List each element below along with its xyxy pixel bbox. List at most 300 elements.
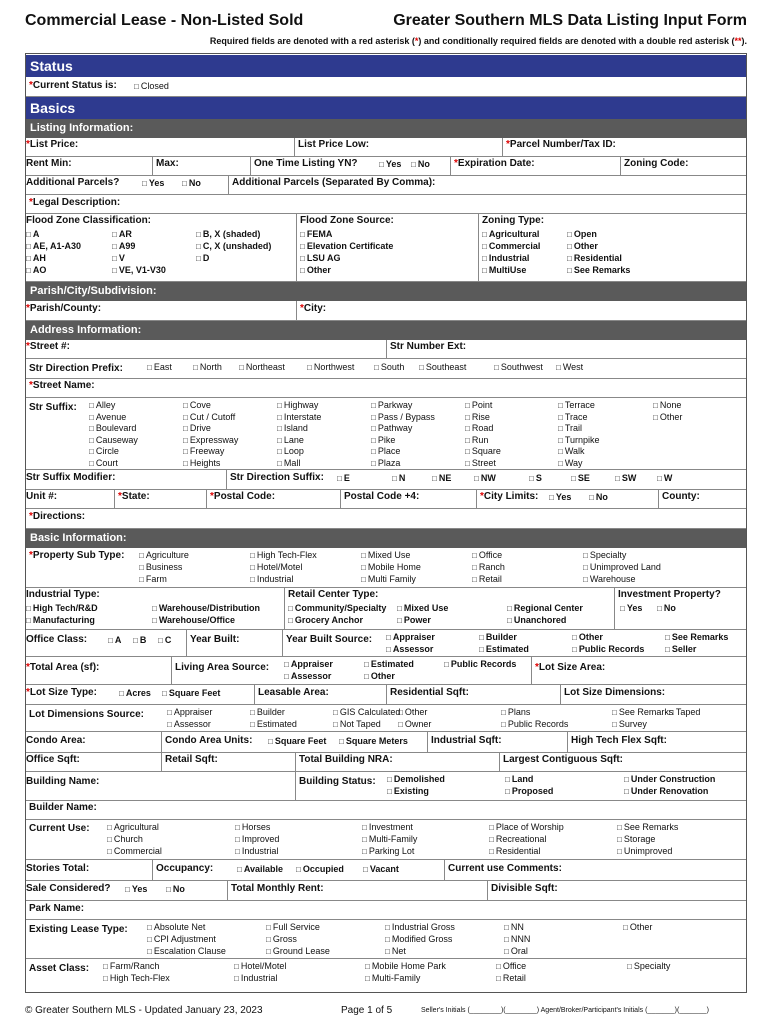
form-field[interactable]	[228, 176, 746, 194]
field-label: *Postal Code:	[210, 491, 276, 502]
row-office-class	[26, 630, 746, 657]
form-field[interactable]	[26, 860, 152, 880]
form-field[interactable]	[658, 490, 746, 508]
option-checkbox[interactable]: □ Estimated	[479, 644, 529, 654]
row-directions	[26, 509, 746, 529]
option-checkbox[interactable]: □ Specialty	[627, 961, 670, 971]
option-checkbox[interactable]: □ Builder	[250, 707, 285, 717]
option-checkbox[interactable]: □ High Tech-Flex	[103, 973, 170, 983]
option-checkbox[interactable]: □ Unimproved	[617, 846, 672, 856]
form-field[interactable]	[386, 340, 746, 358]
option-checkbox[interactable]: □ Power	[397, 615, 431, 625]
field-label: Str Suffix:	[29, 402, 77, 413]
option-checkbox[interactable]: □ Street	[465, 458, 496, 468]
field-label: Lot Dimensions Source:	[29, 709, 145, 720]
option-checkbox[interactable]: □ Northwest	[307, 362, 354, 372]
option-checkbox[interactable]: □ Assessor	[167, 719, 211, 729]
option-checkbox[interactable]: □ Mixed Use	[397, 603, 448, 613]
field-label: *List Price:	[26, 139, 79, 150]
option-checkbox[interactable]: □ AH	[26, 253, 46, 263]
option-checkbox[interactable]: □ See Remarks	[617, 822, 678, 832]
option-checkbox[interactable]: □ Appraiser	[167, 707, 212, 717]
form-field[interactable]	[250, 157, 450, 175]
option-checkbox[interactable]: □ Proposed	[505, 786, 553, 796]
option-checkbox[interactable]: □ GIS Calculated	[333, 707, 400, 717]
field-label: Flood Zone Classification:	[26, 215, 152, 226]
form-field[interactable]	[26, 588, 284, 629]
option-checkbox[interactable]: □ NE	[432, 473, 451, 483]
form-field[interactable]	[620, 157, 746, 175]
option-checkbox[interactable]: □ No	[589, 492, 608, 502]
option-checkbox[interactable]: □ Way	[558, 458, 583, 468]
option-checkbox[interactable]: □ Unimproved Land	[583, 562, 661, 572]
option-checkbox[interactable]: □ North	[193, 362, 222, 372]
option-checkbox[interactable]: □ FEMA	[300, 229, 332, 239]
option-checkbox[interactable]: □ NNN	[504, 934, 530, 944]
option-checkbox[interactable]: □ Parkway	[371, 400, 412, 410]
option-checkbox[interactable]: □ Horses	[235, 822, 270, 832]
option-checkbox[interactable]: □ Open	[567, 229, 597, 239]
option-checkbox[interactable]: □ Hotel/Motel	[250, 562, 302, 572]
option-checkbox[interactable]: □ Square Meters	[339, 736, 408, 746]
option-checkbox[interactable]: □ Island	[277, 423, 308, 433]
option-checkbox[interactable]: □ Industrial Gross	[385, 922, 455, 932]
option-checkbox[interactable]: □ SW	[615, 473, 636, 483]
form-field[interactable]	[567, 732, 746, 752]
option-checkbox[interactable]: □ Square	[465, 446, 501, 456]
option-checkbox[interactable]: □ Warehouse/Distribution	[152, 603, 260, 613]
form-field[interactable]	[161, 732, 427, 752]
row-asset-class	[26, 959, 746, 993]
option-checkbox[interactable]: □ Heights	[183, 458, 220, 468]
option-checkbox[interactable]: □ Owner	[398, 719, 431, 729]
field-label: *Legal Description:	[29, 197, 121, 208]
form-field[interactable]	[476, 490, 658, 508]
option-checkbox[interactable]: □ Unanchored	[507, 615, 566, 625]
listing-info-bar: Listing Information:	[26, 119, 746, 138]
option-checkbox[interactable]: □ Place of Worship	[489, 822, 564, 832]
field-label: Retail Sqft:	[165, 754, 218, 765]
option-checkbox[interactable]: □ Point	[465, 400, 492, 410]
option-checkbox[interactable]: □ Yes	[379, 159, 401, 169]
option-checkbox[interactable]: □ Loop	[277, 446, 304, 456]
option-checkbox[interactable]: □ Commercial	[107, 846, 162, 856]
field-label: Str Suffix Modifier:	[26, 472, 116, 483]
option-checkbox[interactable]: □ Cove	[183, 400, 211, 410]
option-checkbox[interactable]: □ Closed	[134, 81, 169, 91]
option-checkbox[interactable]: □ Plans	[501, 707, 530, 717]
option-checkbox[interactable]: □ Retail	[496, 973, 526, 983]
option-checkbox[interactable]: □ W	[657, 473, 672, 483]
form-field[interactable]	[26, 301, 296, 320]
option-checkbox[interactable]: □ See Remarks	[665, 632, 728, 642]
option-checkbox[interactable]: □ Northeast	[239, 362, 285, 372]
option-checkbox[interactable]: □ Highway	[277, 400, 318, 410]
row-rent	[26, 157, 746, 176]
option-checkbox[interactable]: □ C	[158, 635, 171, 645]
field-label: Residential Sqft:	[390, 687, 469, 698]
field-label: Zoning Code:	[624, 158, 689, 169]
option-checkbox[interactable]: □ Agricultural	[107, 822, 159, 832]
form-field[interactable]	[152, 860, 444, 880]
field-label: *Lot Size Type:	[26, 687, 97, 698]
form-field[interactable]	[26, 685, 254, 704]
form-field[interactable]	[227, 881, 487, 900]
option-checkbox[interactable]: □ Storage	[617, 834, 655, 844]
option-checkbox[interactable]: □ Multi Family	[361, 574, 416, 584]
form-field[interactable]	[427, 732, 567, 752]
option-checkbox[interactable]: □ AR	[112, 229, 132, 239]
field-label: Largest Contiguous Sqft:	[503, 754, 623, 765]
field-label: Total Monthly Rent:	[231, 883, 324, 894]
option-checkbox[interactable]: □ Ranch	[472, 562, 505, 572]
form-field[interactable]	[296, 301, 746, 320]
option-checkbox[interactable]: □ E	[337, 473, 350, 483]
option-checkbox[interactable]: □ S	[529, 473, 542, 483]
option-checkbox[interactable]: □ Elevation Certificate	[300, 241, 393, 251]
option-checkbox[interactable]: □ Regional Center	[507, 603, 583, 613]
row-parish	[26, 301, 746, 321]
field-label: Additional Parcels?	[26, 177, 120, 188]
option-checkbox[interactable]: □ LSU AG	[300, 253, 341, 263]
form-field[interactable]	[26, 772, 295, 800]
field-label: *Expiration Date:	[454, 158, 535, 169]
field-label: High Tech Flex Sqft:	[571, 735, 667, 746]
option-checkbox[interactable]: □ Place	[371, 446, 400, 456]
option-checkbox[interactable]: □ East	[147, 362, 172, 372]
option-checkbox[interactable]: □ Assessor	[386, 644, 433, 654]
option-checkbox[interactable]: □ Road	[465, 423, 493, 433]
option-checkbox[interactable]: □ Public Records	[501, 719, 568, 729]
row-park	[26, 901, 746, 920]
form-field[interactable]	[560, 685, 746, 704]
option-checkbox[interactable]: □ Warehouse	[583, 574, 636, 584]
form-field[interactable]	[152, 157, 250, 175]
form-field[interactable]	[295, 753, 499, 771]
form-field[interactable]	[26, 157, 152, 175]
form-field[interactable]	[531, 657, 746, 684]
form-field[interactable]	[26, 881, 227, 900]
form-field[interactable]	[487, 881, 746, 900]
option-checkbox[interactable]: □ Survey	[612, 719, 647, 729]
option-checkbox[interactable]: □ Other	[653, 412, 682, 422]
option-checkbox[interactable]: □ See Remarks	[567, 265, 630, 275]
option-checkbox[interactable]: □ Trace	[558, 412, 588, 422]
option-checkbox[interactable]: □ Other	[572, 632, 603, 642]
form-field[interactable]	[502, 138, 746, 156]
option-checkbox[interactable]: □ AO	[26, 265, 46, 275]
option-checkbox[interactable]: □ Demolished	[387, 774, 445, 784]
option-checkbox[interactable]: □ Walk	[558, 446, 585, 456]
option-checkbox[interactable]: □ Improved	[235, 834, 279, 844]
option-checkbox[interactable]: □ Public Records	[444, 659, 516, 669]
option-checkbox[interactable]: □ Under Construction	[624, 774, 715, 784]
row-subtype	[26, 548, 746, 588]
option-checkbox[interactable]: □ Vacant	[363, 864, 399, 874]
form-field[interactable]	[386, 685, 560, 704]
form-field[interactable]	[254, 685, 386, 704]
option-checkbox[interactable]: □ High Tech-Flex	[250, 550, 317, 560]
option-checkbox[interactable]: □ Retail	[472, 574, 502, 584]
mls-title: Greater Southern MLS Data Listing Input Form	[393, 12, 747, 29]
form-field[interactable]	[226, 470, 746, 489]
option-checkbox[interactable]: □ Pathway	[371, 423, 412, 433]
option-checkbox[interactable]: □ Absolute Net	[147, 922, 205, 932]
option-checkbox[interactable]: □ Parking Lot	[362, 846, 414, 856]
option-checkbox[interactable]: □ Multi-Family	[365, 973, 420, 983]
option-checkbox[interactable]: □ Causeway	[89, 435, 138, 445]
option-checkbox[interactable]: □ SE	[571, 473, 590, 483]
field-label: Leasable Area:	[258, 687, 329, 698]
option-checkbox[interactable]: □ Court	[89, 458, 118, 468]
form-field[interactable]	[26, 630, 186, 656]
option-checkbox[interactable]: □ Lane	[277, 435, 304, 445]
option-checkbox[interactable]: □ A99	[112, 241, 135, 251]
option-checkbox[interactable]: □ VE, V1-V30	[112, 265, 166, 275]
option-checkbox[interactable]: □ Rise	[465, 412, 490, 422]
form-field[interactable]	[296, 214, 478, 281]
form-field[interactable]	[614, 588, 746, 629]
form-field[interactable]	[450, 157, 620, 175]
option-checkbox[interactable]: □ Expressway	[183, 435, 238, 445]
option-checkbox[interactable]: □ Trail	[558, 423, 582, 433]
option-checkbox[interactable]: □ Pass / Bypass	[371, 412, 435, 422]
option-checkbox[interactable]: □ Run	[465, 435, 488, 445]
form-field[interactable]	[478, 214, 746, 281]
option-checkbox[interactable]: □ Oral	[504, 946, 528, 956]
option-checkbox[interactable]: □ Investment	[362, 822, 413, 832]
option-checkbox[interactable]: □ Taped	[669, 707, 700, 717]
option-checkbox[interactable]: □ B	[133, 635, 146, 645]
option-checkbox[interactable]: □ No	[411, 159, 430, 169]
option-checkbox[interactable]: □ Land	[505, 774, 533, 784]
option-checkbox[interactable]: □ Industrial	[250, 574, 293, 584]
option-checkbox[interactable]: □ Community/Specialty	[288, 603, 386, 613]
option-checkbox[interactable]: □ C, X (unshaded)	[196, 241, 271, 251]
option-checkbox[interactable]: □ Other	[398, 707, 427, 717]
field-label: Str Direction Prefix:	[29, 363, 123, 374]
row-legal	[26, 195, 746, 214]
form-field[interactable]	[26, 214, 296, 281]
form-field[interactable]	[26, 470, 226, 489]
form-field[interactable]	[26, 340, 386, 358]
field-label: *State:	[118, 491, 150, 502]
option-checkbox[interactable]: □ No	[182, 178, 201, 188]
option-checkbox[interactable]: □ Yes	[142, 178, 164, 188]
field-label: Year Built:	[190, 634, 240, 645]
option-checkbox[interactable]: □ Manufacturing	[26, 615, 95, 625]
option-checkbox[interactable]: □ Cut / Cutoff	[183, 412, 235, 422]
option-checkbox[interactable]: □ Industrial	[235, 846, 278, 856]
option-checkbox[interactable]: □ Existing	[387, 786, 429, 796]
option-checkbox[interactable]: □ West	[556, 362, 583, 372]
option-checkbox[interactable]: □ Under Renovation	[624, 786, 708, 796]
option-checkbox[interactable]: □ Assessor	[284, 671, 331, 681]
option-checkbox[interactable]: □ Net	[385, 946, 406, 956]
form-field[interactable]	[282, 630, 746, 656]
option-checkbox[interactable]: □ N	[392, 473, 405, 483]
option-checkbox[interactable]: □ Other	[623, 922, 652, 932]
option-checkbox[interactable]: □ Office	[496, 961, 526, 971]
option-checkbox[interactable]: □ Builder	[479, 632, 517, 642]
option-checkbox[interactable]: □ Gross	[266, 934, 297, 944]
option-checkbox[interactable]: □ Estimated	[250, 719, 297, 729]
option-checkbox[interactable]: □ Boulevard	[89, 423, 136, 433]
field-label: Retail Center Type:	[288, 589, 379, 600]
option-checkbox[interactable]: □ Freeway	[183, 446, 224, 456]
field-label: Divisible Sqft:	[491, 883, 558, 894]
form-field[interactable]	[26, 657, 171, 684]
option-checkbox[interactable]: □ Not Taped	[333, 719, 381, 729]
option-checkbox[interactable]: □ Commercial	[482, 241, 540, 251]
option-checkbox[interactable]: □ Available	[237, 864, 283, 874]
option-checkbox[interactable]: □ Warehouse/Office	[152, 615, 235, 625]
row-flood	[26, 214, 746, 282]
option-checkbox[interactable]: □ Southwest	[494, 362, 543, 372]
field-label: *City Limits:	[480, 491, 539, 502]
option-checkbox[interactable]: □ Farm	[139, 574, 167, 584]
option-checkbox[interactable]: □ Avenue	[89, 412, 126, 422]
option-checkbox[interactable]: □ AE, A1-A30	[26, 241, 81, 251]
row-builder	[26, 801, 746, 820]
option-checkbox[interactable]: □ Industrial	[482, 253, 529, 263]
form-field[interactable]	[340, 490, 476, 508]
form-field[interactable]	[26, 138, 294, 156]
option-checkbox[interactable]: □ Square Feet	[268, 736, 326, 746]
option-checkbox[interactable]: □ CPI Adjustment	[147, 934, 216, 944]
option-checkbox[interactable]: □ Grocery Anchor	[288, 615, 363, 625]
row-lot-type	[26, 685, 746, 705]
option-checkbox[interactable]: □ Mobile Home	[361, 562, 421, 572]
option-checkbox[interactable]: □ None	[653, 400, 681, 410]
option-checkbox[interactable]: □ Yes	[549, 492, 571, 502]
option-checkbox[interactable]: □ Escalation Clause	[147, 946, 226, 956]
option-checkbox[interactable]: □ MultiUse	[482, 265, 526, 275]
row-office-sqft	[26, 753, 746, 772]
field-label: Living Area Source:	[175, 662, 270, 673]
option-checkbox[interactable]: □ Drive	[183, 423, 211, 433]
option-checkbox[interactable]: □ Agricultural	[482, 229, 539, 239]
option-checkbox[interactable]: □ Residential	[567, 253, 622, 263]
address-bar: Address Information:	[26, 321, 746, 340]
field-label: One Time Listing YN?	[254, 158, 358, 169]
option-checkbox[interactable]: □ Other	[300, 265, 331, 275]
field-label: *Directions:	[29, 511, 86, 522]
field-label: Current Use:	[29, 823, 90, 834]
option-checkbox[interactable]: □ A	[108, 635, 121, 645]
row-dir-prefix	[26, 359, 746, 379]
option-checkbox[interactable]: □ High Tech/R&D	[26, 603, 98, 613]
required-note: Required fields are denoted with a red asterisk (*) and conditionally required fields are denoted with a double red asterisk (**).	[209, 36, 747, 46]
form-field[interactable]	[26, 732, 161, 752]
option-checkbox[interactable]: □ Square Feet	[162, 688, 220, 698]
form-field[interactable]	[294, 138, 502, 156]
option-checkbox[interactable]: □ Farm/Ranch	[103, 961, 159, 971]
option-checkbox[interactable]: □ Acres	[119, 688, 151, 698]
option-checkbox[interactable]: □ Public Records	[572, 644, 644, 654]
option-checkbox[interactable]: □ Estimated	[364, 659, 414, 669]
option-checkbox[interactable]: □ No	[166, 884, 185, 894]
option-checkbox[interactable]: □ No	[657, 603, 676, 613]
option-checkbox[interactable]: □ Seller	[665, 644, 696, 654]
option-checkbox[interactable]: □ Appraiser	[284, 659, 333, 669]
option-checkbox[interactable]: □ B, X (shaded)	[196, 229, 260, 239]
form-field[interactable]	[499, 753, 746, 771]
option-checkbox[interactable]: □ Mobile Home Park	[365, 961, 446, 971]
option-checkbox[interactable]: □ Turnpike	[558, 435, 600, 445]
option-checkbox[interactable]: □ Residential	[489, 846, 540, 856]
form-field[interactable]	[171, 657, 531, 684]
form-field[interactable]	[114, 490, 206, 508]
option-checkbox[interactable]: □ Pike	[371, 435, 395, 445]
option-checkbox[interactable]: □ Yes	[620, 603, 642, 613]
option-checkbox[interactable]: □ Plaza	[371, 458, 400, 468]
option-checkbox[interactable]: □ Alley	[89, 400, 115, 410]
option-checkbox[interactable]: □ Other	[364, 671, 395, 681]
option-checkbox[interactable]: □ Agriculture	[139, 550, 189, 560]
option-checkbox[interactable]: □ Full Service	[266, 922, 320, 932]
option-checkbox[interactable]: □ NN	[504, 922, 524, 932]
listing-form	[25, 53, 747, 993]
option-checkbox[interactable]: □ South	[374, 362, 404, 372]
form-field[interactable]	[26, 176, 228, 194]
basic-info-bar: Basic Information:	[26, 529, 746, 548]
form-field[interactable]	[161, 753, 295, 771]
option-checkbox[interactable]: □ See Remarks	[612, 707, 673, 717]
field-label: *Street #:	[26, 341, 70, 352]
option-checkbox[interactable]: □ Recreational	[489, 834, 546, 844]
option-checkbox[interactable]: □ Industrial	[234, 973, 277, 983]
option-checkbox[interactable]: □ Mixed Use	[361, 550, 410, 560]
option-checkbox[interactable]: □ Hotel/Motel	[234, 961, 286, 971]
row-suffix-mod	[26, 470, 746, 490]
row-ind-type	[26, 588, 746, 630]
option-checkbox[interactable]: □ V	[112, 253, 125, 263]
form-field[interactable]	[26, 490, 114, 508]
option-checkbox[interactable]: □ Ground Lease	[266, 946, 330, 956]
row-street-no	[26, 340, 746, 359]
form-field[interactable]	[26, 753, 161, 771]
option-checkbox[interactable]: □ Business	[139, 562, 182, 572]
option-checkbox[interactable]: □ Appraiser	[386, 632, 435, 642]
option-checkbox[interactable]: □ Office	[472, 550, 502, 560]
option-checkbox[interactable]: □ Church	[107, 834, 143, 844]
option-checkbox[interactable]: □ Yes	[125, 884, 147, 894]
option-checkbox[interactable]: □ Interstate	[277, 412, 321, 422]
option-checkbox[interactable]: □ Circle	[89, 446, 119, 456]
form-field[interactable]	[284, 588, 614, 629]
form-field[interactable]	[186, 630, 282, 656]
option-checkbox[interactable]: □ Specialty	[583, 550, 626, 560]
field-label: Lot Size Dimensions:	[564, 687, 666, 698]
field-label: Office Class:	[26, 634, 88, 645]
option-checkbox[interactable]: □ Terrace	[558, 400, 595, 410]
option-checkbox[interactable]: □ Southeast	[419, 362, 466, 372]
option-checkbox[interactable]: □ Modified Gross	[385, 934, 452, 944]
option-checkbox[interactable]: □ Occupied	[296, 864, 344, 874]
option-checkbox[interactable]: □ Mall	[277, 458, 300, 468]
option-checkbox[interactable]: □ A	[26, 229, 39, 239]
option-checkbox[interactable]: □ Multi-Family	[362, 834, 417, 844]
option-checkbox[interactable]: □ Other	[567, 241, 598, 251]
field-label: Asset Class:	[29, 963, 90, 974]
form-field[interactable]	[295, 772, 746, 800]
form-field[interactable]	[206, 490, 340, 508]
option-checkbox[interactable]: □ NW	[474, 473, 496, 483]
form-field[interactable]	[444, 860, 746, 880]
option-checkbox[interactable]: □ D	[196, 253, 209, 263]
row-lot-dims	[26, 705, 746, 732]
